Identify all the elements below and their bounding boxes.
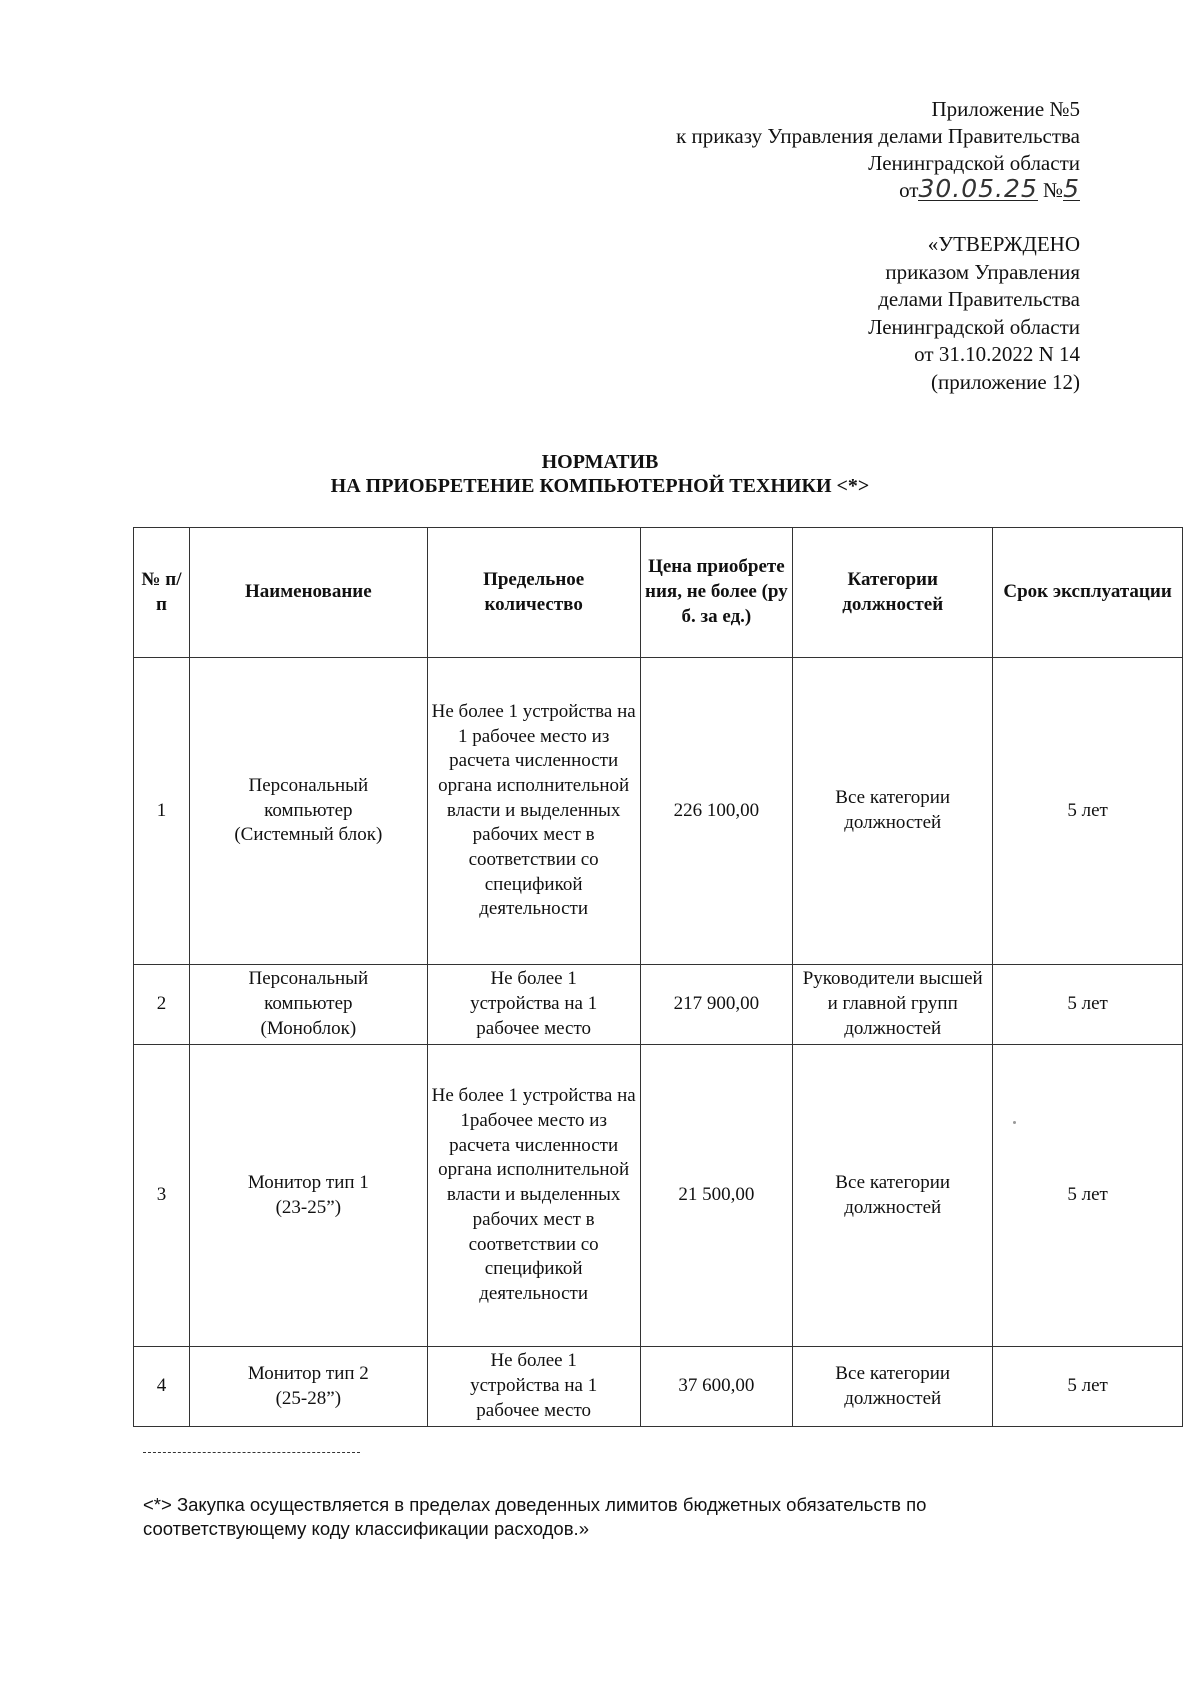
cell-name: Монитор тип 1 (23-25”) [189,1045,427,1347]
norms-table [133,527,1183,1427]
handwritten-date: 30.05.25 [918,174,1038,203]
table-row [134,965,1183,1045]
table-row [134,658,1183,965]
cell-term: 5 лет [993,965,1183,1045]
cell-price: 217 900,00 [640,965,793,1045]
footnote-separator [143,1452,360,1453]
title-line-2: НА ПРИОБРЕТЕНИЕ КОМПЬЮТЕРНОЙ ТЕХНИКИ <*> [330,475,870,497]
cell-name: Персональный компьютер (Моноблок) [189,965,427,1045]
cell-category: Все категории должностей [793,1045,993,1347]
number-prefix: № [1043,178,1064,202]
cell-term: 5 лет [993,1347,1183,1427]
cell-quantity: Не более 1 устройства на 1рабочее место из расчета численности органа исполнительной власти и выделенных рабочих мест в соответствии со спецификой деятельности [427,1045,640,1347]
table-header-row [134,528,1183,658]
cell-term: 5 лет [993,1045,1183,1347]
cell-category: Все категории должностей [793,1347,993,1427]
cell-num: 1 [134,658,190,965]
footnote-text: <*> Закупка осуществляется в пределах доведенных лимитов бюджетных обязательств по соответствующему коду классификации расходов.» [143,1494,927,1539]
date-prefix: от [899,178,919,202]
approval-line-2: приказом Управления [885,259,1080,284]
document-title [0,450,1200,498]
approval-line-3: делами Правительства [878,287,1080,311]
cell-price: 21 500,00 [640,1045,793,1347]
cell-price: 37 600,00 [640,1347,793,1427]
cell-name: Персональный компьютер (Системный блок) [189,658,427,965]
cell-price: 226 100,00 [640,658,793,965]
cell-quantity: Не более 1 устройства на 1 рабочее место [427,965,640,1045]
appendix-date-line [520,174,1080,204]
approval-line-4: Ленинградской области [868,314,1080,339]
cell-term: 5 лет [993,658,1183,965]
cell-num: 3 [134,1045,190,1347]
approval-line-5: от 31.10.2022 N 14 [914,342,1080,366]
appendix-header [520,96,1080,204]
col-header-price: Цена приобретения, не более (руб. за ед.) [640,528,793,658]
col-header-name: Наименование [189,528,427,658]
approval-line-1: «УТВЕРЖДЕНО [927,232,1080,256]
cell-quantity: Не более 1 устройства на 1 рабочее место из расчета численности органа исполнительной власти и выделенных рабочих мест в соответствии со спецификой деятельности [427,658,640,965]
appendix-number: Приложение №5 [931,97,1080,121]
col-header-term: Срок эксплуатации [993,528,1183,658]
cell-num: 2 [134,965,190,1045]
table-row [134,1347,1183,1427]
approval-block [680,231,1080,396]
col-header-num: № п/п [134,528,190,658]
cell-num: 4 [134,1347,190,1427]
handwritten-number: 5 [1063,174,1080,203]
title-line-1: НОРМАТИВ [541,451,659,473]
table-row [134,1045,1183,1347]
col-header-category: Категории должностей [793,528,993,658]
appendix-region: Ленинградской области [868,151,1080,175]
cell-quantity: Не более 1 устройства на 1 рабочее место [427,1347,640,1427]
cell-category: Руководители высшей и главной групп должностей [793,965,993,1045]
cell-category: Все категории должностей [793,658,993,965]
appendix-order-ref: к приказу Управления делами Правительства [676,124,1080,148]
approval-line-6: (приложение 12) [930,369,1080,394]
col-header-quantity: Предельное количество [427,528,640,658]
cell-name: Монитор тип 2 (25-28”) [189,1347,427,1427]
scan-speck [1013,1121,1016,1124]
